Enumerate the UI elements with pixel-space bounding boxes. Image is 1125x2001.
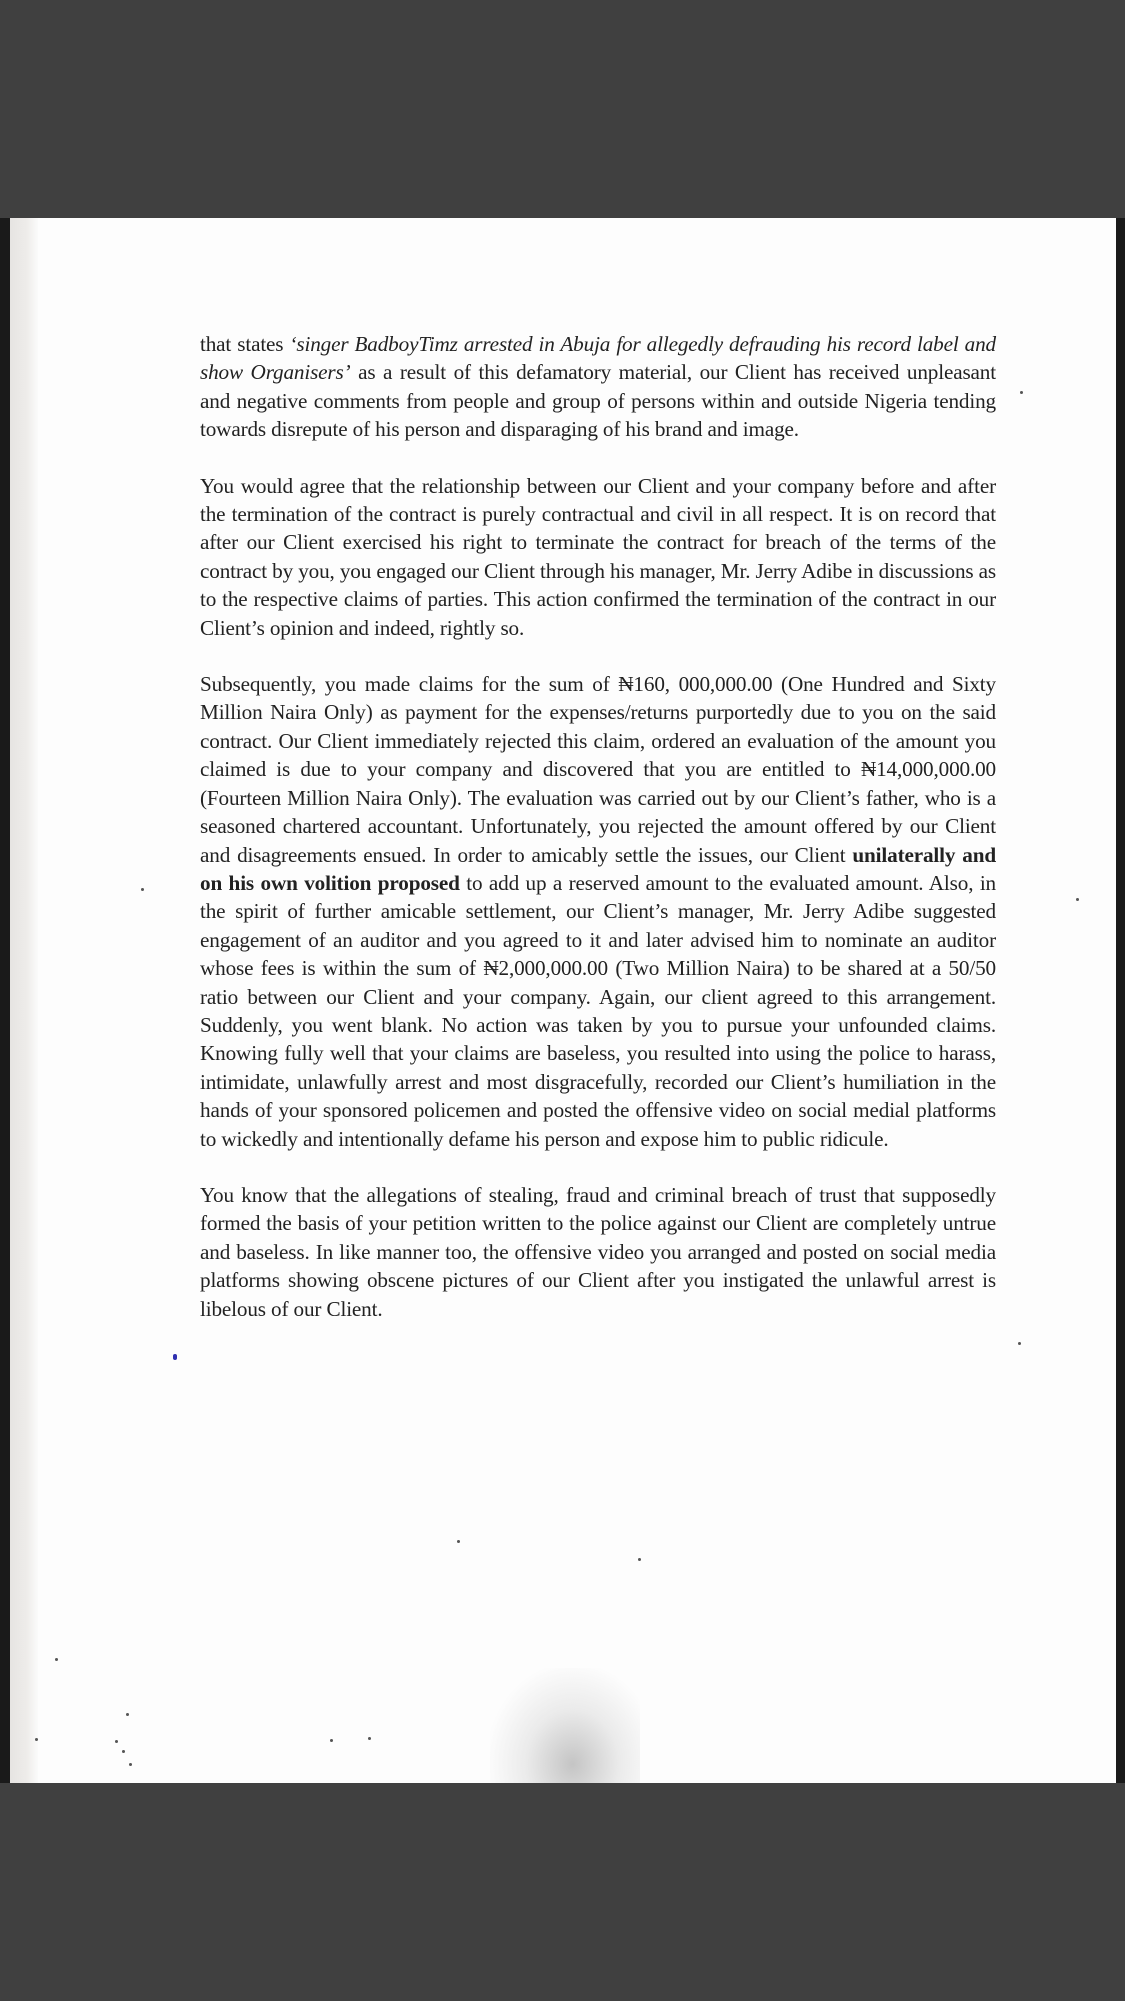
text-segment: to add up a reserved amount to the evaluated amount. Also, in the spirit of further amicable settlement, our Client’s manager, Mr. Jerry Adibe suggested engagement of an auditor and you agreed to it and later advised him to nominate an auditor whose fees is within the sum of ₦2,000,000.00 (Two Million Naira) to be shared at a 50/50 ratio between our Client and your company. Again, our client agreed to this arrangement. Suddenly, you went blank. No action was taken by you to pursue your unfounded claims. Knowing fully well that your claims are baseless, you resulted into using the police to harass, intimidate, unlawfully arrest and most disgracefully, recorded our Client’s humiliation in the hands of your sponsored policemen and posted the offensive video on social medial platforms to wickedly and intentionally defame his person and expose him to public ridicule.	[200, 870, 996, 1151]
pen-mark-dot	[173, 1354, 177, 1360]
quoted-headline: ‘singer BadboyTimz arrested in Abuja for allegedly defrauding his record label and show Organisers’	[200, 332, 996, 385]
letter-body	[200, 330, 996, 1351]
document-page	[10, 218, 1116, 1783]
paragraph-allegations	[200, 1181, 996, 1323]
scan-speck	[457, 1540, 460, 1543]
scan-speck	[126, 1713, 129, 1716]
scan-speck	[330, 1739, 333, 1742]
scan-speck	[122, 1750, 125, 1753]
scan-speck	[638, 1558, 641, 1561]
scan-speck	[35, 1738, 38, 1741]
text-segment: You know that the allegations of stealing, fraud and criminal breach of trust that supposedly formed the basis of your petition written to the police against our Client are completely untrue and baseless. In like manner too, the offensive video you arranged and posted on social media platforms showing obscene pictures of our Client after you instigated the unlawful arrest is libelous of our Client.	[200, 1182, 996, 1321]
paragraph-relationship	[200, 472, 996, 642]
paragraph-claims	[200, 670, 996, 1153]
scan-speck	[368, 1737, 371, 1740]
scan-speck	[55, 1658, 58, 1661]
text-segment: Subsequently, you made claims for the sum of ₦160, 000,000.00 (One Hundred and Sixty Million Naira Only) as payment for the expenses/returns purportedly due to you on the said contract. Our Client immediately rejected this claim, ordered an evaluation of the amount you claimed is due to your company and discovered that you are entitled to ₦14,000,000.00 (Fourteen Million Naira Only). The evaluation was carried out by our Client’s father, who is a seasoned chartered accountant. Unfortunately, you rejected the amount offered by our Client and disagreements ensued. In order to amicably settle the issues, our Client	[200, 672, 996, 867]
scan-speck	[1018, 1342, 1021, 1345]
paragraph-defamatory-material	[200, 330, 996, 444]
page-shadow-left	[0, 218, 10, 1783]
text-segment: You would agree that the relationship between our Client and your company before and after the termination of the contract is purely contractual and civil in all respect. It is on record that after our Client exercised his right to terminate the contract for breach of the terms of the contract by you, you engaged our Client through his manager, Mr. Jerry Adibe in discussions as to the respective claims of parties. This action confirmed the termination of the contract in our Client’s opinion and indeed, rightly so.	[200, 473, 996, 640]
scan-smudge	[490, 1668, 640, 1783]
text-segment: as a result of this defamatory material, our Client has received unpleasant and negative comments from people and group of persons within and outside Nigeria tending towards disrepute of his person and disparaging of his brand and image.	[200, 360, 996, 442]
scan-speck	[1076, 898, 1079, 901]
text-segment: that states	[200, 332, 290, 356]
emphasized-text: unilaterally and on his own volition proposed	[200, 842, 996, 895]
page-shadow-right	[1116, 218, 1125, 1783]
scan-speck	[129, 1763, 132, 1766]
scan-speck	[1020, 391, 1023, 394]
page-edge-fold	[10, 218, 38, 1783]
scan-speck	[115, 1740, 118, 1743]
scan-speck	[141, 888, 144, 891]
